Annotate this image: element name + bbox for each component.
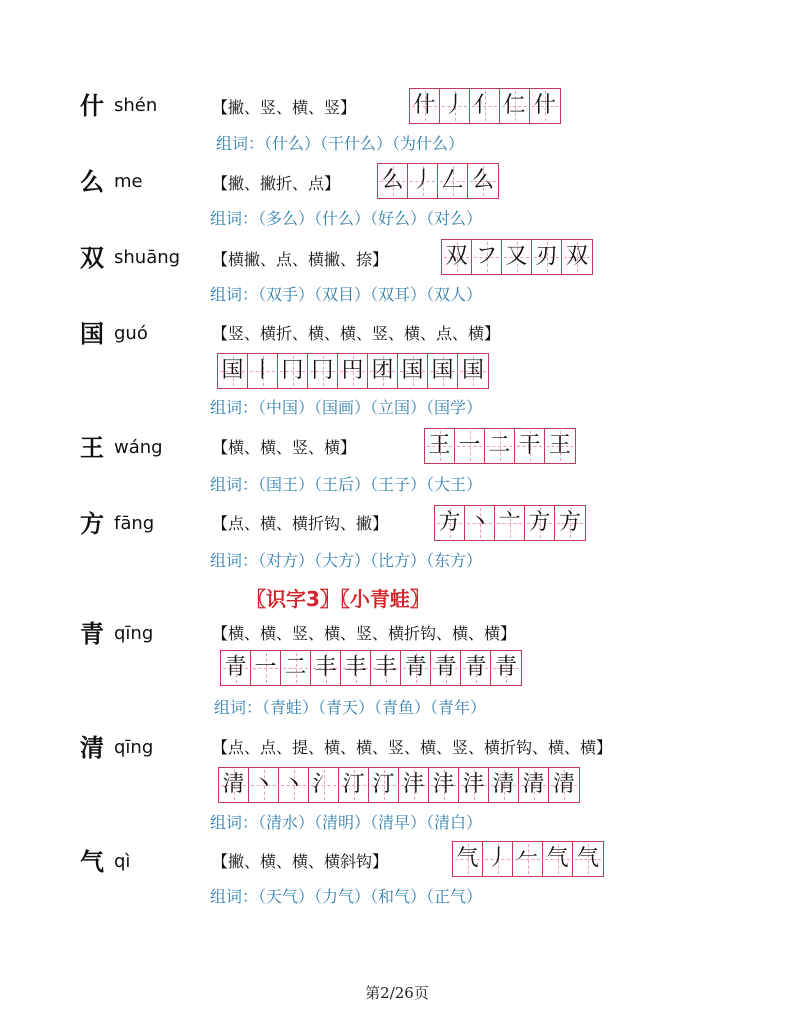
grid-glyph: 𠂉	[516, 846, 539, 871]
grid-cell	[251, 651, 281, 685]
grid-glyph: 冂	[281, 358, 304, 383]
stroke-order-text: 【撇、横、横、横斜钩】	[212, 852, 389, 871]
grid-glyph: 丶	[282, 772, 305, 797]
grid-glyph: 气	[546, 846, 569, 871]
grid-glyph: 沣	[402, 772, 425, 797]
grid-glyph: 𠃋	[441, 168, 464, 193]
entry-pinyin: wáng	[114, 437, 163, 458]
grid-glyph: 双	[565, 244, 588, 269]
grid-glyph: 青	[224, 655, 247, 680]
stroke-order-text: 【横、横、竖、横、竖、横折钩、横、横】	[212, 624, 517, 643]
grid-cell	[431, 651, 461, 685]
stroke-grid	[409, 88, 561, 124]
grid-glyph: 团	[371, 358, 394, 383]
grid-cell	[398, 354, 428, 388]
grid-glyph: 丿	[411, 168, 434, 193]
grid-cell	[543, 842, 573, 876]
grid-cell	[219, 768, 249, 802]
grid-cell	[465, 506, 495, 540]
grid-cell	[338, 354, 368, 388]
grid-glyph: 气	[576, 846, 599, 871]
grid-cell	[530, 89, 560, 123]
grid-cell	[442, 240, 472, 274]
grid-cell	[368, 354, 398, 388]
grid-glyph: 方	[528, 510, 551, 535]
entry-character: 双	[80, 243, 104, 272]
grid-glyph: 青	[464, 655, 487, 680]
grid-glyph: 仁	[503, 93, 526, 118]
stroke-grid	[377, 163, 499, 199]
grid-glyph: 气	[456, 846, 479, 871]
stroke-order-text: 【撇、竖、横、竖】	[212, 98, 357, 117]
grid-cell	[458, 354, 488, 388]
grid-cell	[472, 240, 502, 274]
entry-pinyin: me	[114, 171, 143, 192]
grid-glyph: 国	[221, 358, 244, 383]
grid-cell	[491, 651, 521, 685]
grid-glyph: 什	[413, 93, 436, 118]
grid-cell	[513, 842, 543, 876]
entry-character: 清	[80, 733, 104, 762]
grid-cell	[278, 354, 308, 388]
grid-glyph: 青	[434, 655, 457, 680]
stroke-order-text: 【撇、撇折、点】	[212, 174, 341, 193]
grid-cell	[562, 240, 592, 274]
grid-cell	[453, 842, 483, 876]
grid-cell	[401, 651, 431, 685]
grid-glyph: 么	[471, 168, 494, 193]
grid-glyph: 丰	[374, 655, 397, 680]
word-examples: 组词：（多么）（什么）（好么）（对么）	[210, 209, 483, 228]
entry-character: 么	[80, 167, 104, 196]
stroke-order-text: 【横、横、竖、横】	[212, 438, 357, 457]
grid-glyph: 一	[458, 433, 481, 458]
grid-glyph: 国	[461, 358, 484, 383]
section-title: 〖识字3〗〖小青蛙〗	[246, 587, 430, 611]
word-examples: 组词：（国王）（王后）（王子）（大王）	[210, 475, 483, 494]
grid-glyph: 丶	[252, 772, 275, 797]
grid-cell	[549, 768, 579, 802]
grid-cell	[339, 768, 369, 802]
grid-cell	[573, 842, 603, 876]
grid-cell	[429, 768, 459, 802]
entry-character: 什	[80, 91, 104, 120]
grid-glyph: 青	[494, 655, 517, 680]
grid-cell	[369, 768, 399, 802]
grid-cell	[308, 354, 338, 388]
word-examples: 组词：（对方）（大方）（比方）（东方）	[210, 551, 483, 570]
grid-cell	[341, 651, 371, 685]
grid-cell	[378, 164, 408, 198]
entry-pinyin: qì	[114, 851, 131, 872]
grid-glyph: 清	[522, 772, 545, 797]
grid-glyph: 王	[428, 433, 451, 458]
grid-cell	[221, 651, 251, 685]
grid-cell	[440, 89, 470, 123]
entry-pinyin: shuāng	[114, 247, 181, 268]
grid-glyph: 氵	[312, 772, 335, 797]
grid-glyph: 一	[254, 655, 277, 680]
word-examples: 组词：（什么）（干什么）（为什么）	[216, 134, 465, 153]
grid-glyph: フ	[475, 244, 498, 269]
grid-glyph: 円	[341, 358, 364, 383]
grid-cell	[500, 89, 530, 123]
grid-cell	[249, 768, 279, 802]
grid-glyph: 沣	[462, 772, 485, 797]
grid-cell	[218, 354, 248, 388]
entry-pinyin: qīng	[114, 623, 154, 644]
stroke-order-text: 【横撇、点、横撇、捺】	[212, 250, 389, 269]
grid-cell	[525, 506, 555, 540]
entry-character: 气	[80, 847, 104, 876]
grid-glyph: 丰	[314, 655, 337, 680]
grid-cell	[468, 164, 498, 198]
word-examples: 组词：（中国）（国画）（立国）（国学）	[210, 398, 483, 417]
grid-cell	[485, 429, 515, 463]
grid-glyph: 清	[222, 772, 245, 797]
grid-glyph: 二	[284, 655, 307, 680]
entry-pinyin: qīng	[114, 737, 154, 758]
grid-cell	[502, 240, 532, 274]
grid-cell	[483, 842, 513, 876]
grid-cell	[455, 429, 485, 463]
word-examples: 组词：（清水）（清明）（清早）（清白）	[210, 813, 483, 832]
grid-cell	[410, 89, 440, 123]
grid-glyph: 汀	[342, 772, 365, 797]
entry-pinyin: shén	[114, 95, 158, 116]
grid-glyph: 又	[505, 244, 528, 269]
grid-cell	[309, 768, 339, 802]
grid-cell	[545, 429, 575, 463]
grid-cell	[438, 164, 468, 198]
grid-cell	[425, 429, 455, 463]
grid-glyph: 丶	[468, 510, 491, 535]
grid-glyph: 丿	[486, 846, 509, 871]
grid-glyph: 亻	[473, 93, 496, 118]
word-examples: 组词：（青蛙）（青天）（青鱼）（青年）	[214, 698, 487, 717]
stroke-grid	[452, 841, 604, 877]
grid-cell	[519, 768, 549, 802]
entry-pinyin: fāng	[114, 513, 155, 534]
grid-glyph: 王	[548, 433, 571, 458]
entry-character: 王	[80, 433, 104, 462]
grid-glyph: 丨	[251, 358, 274, 383]
grid-glyph: 国	[431, 358, 454, 383]
grid-glyph: 什	[533, 93, 556, 118]
grid-glyph: 青	[404, 655, 427, 680]
grid-cell	[555, 506, 585, 540]
grid-glyph: 干	[518, 433, 541, 458]
grid-glyph: 方	[438, 510, 461, 535]
grid-glyph: 双	[445, 244, 468, 269]
grid-glyph: 刃	[535, 244, 558, 269]
grid-cell	[435, 506, 465, 540]
grid-glyph: 清	[492, 772, 515, 797]
grid-glyph: 亠	[498, 510, 521, 535]
grid-glyph: 方	[558, 510, 581, 535]
stroke-order-text: 【点、横、横折钩、撇】	[212, 514, 389, 533]
grid-cell	[459, 768, 489, 802]
grid-cell	[461, 651, 491, 685]
entry-character: 方	[80, 509, 104, 538]
entry-pinyin: guó	[114, 323, 148, 344]
grid-cell	[428, 354, 458, 388]
stroke-order-text: 【点、点、提、横、横、竖、横、竖、横折钩、横、横】	[212, 738, 613, 757]
stroke-grid	[220, 650, 522, 686]
grid-glyph: 冂	[311, 358, 334, 383]
grid-cell	[311, 651, 341, 685]
word-examples: 组词：（天气）（力气）（和气）（正气）	[210, 887, 483, 906]
grid-glyph: 国	[401, 358, 424, 383]
grid-glyph: 清	[552, 772, 575, 797]
grid-glyph: 么	[381, 168, 404, 193]
entry-character: 国	[80, 319, 104, 348]
grid-glyph: 沣	[432, 772, 455, 797]
stroke-grid	[217, 353, 489, 389]
stroke-grid	[441, 239, 593, 275]
grid-cell	[489, 768, 519, 802]
grid-cell	[470, 89, 500, 123]
grid-cell	[515, 429, 545, 463]
entry-character: 青	[80, 619, 104, 648]
grid-glyph: 汀	[372, 772, 395, 797]
grid-cell	[281, 651, 311, 685]
grid-cell	[248, 354, 278, 388]
grid-cell	[495, 506, 525, 540]
grid-cell	[408, 164, 438, 198]
stroke-grid	[424, 428, 576, 464]
word-examples: 组词：（双手）（双目）（双耳）（双人）	[210, 285, 483, 304]
page-number: 第2/26页	[365, 984, 429, 1002]
grid-glyph: 丿	[443, 93, 466, 118]
grid-glyph: 丰	[344, 655, 367, 680]
stroke-grid	[218, 767, 580, 803]
stroke-order-text: 【竖、横折、横、横、竖、横、点、横】	[212, 324, 501, 343]
grid-cell	[279, 768, 309, 802]
grid-cell	[371, 651, 401, 685]
stroke-grid	[434, 505, 586, 541]
grid-cell	[399, 768, 429, 802]
grid-glyph: 二	[488, 433, 511, 458]
grid-cell	[532, 240, 562, 274]
